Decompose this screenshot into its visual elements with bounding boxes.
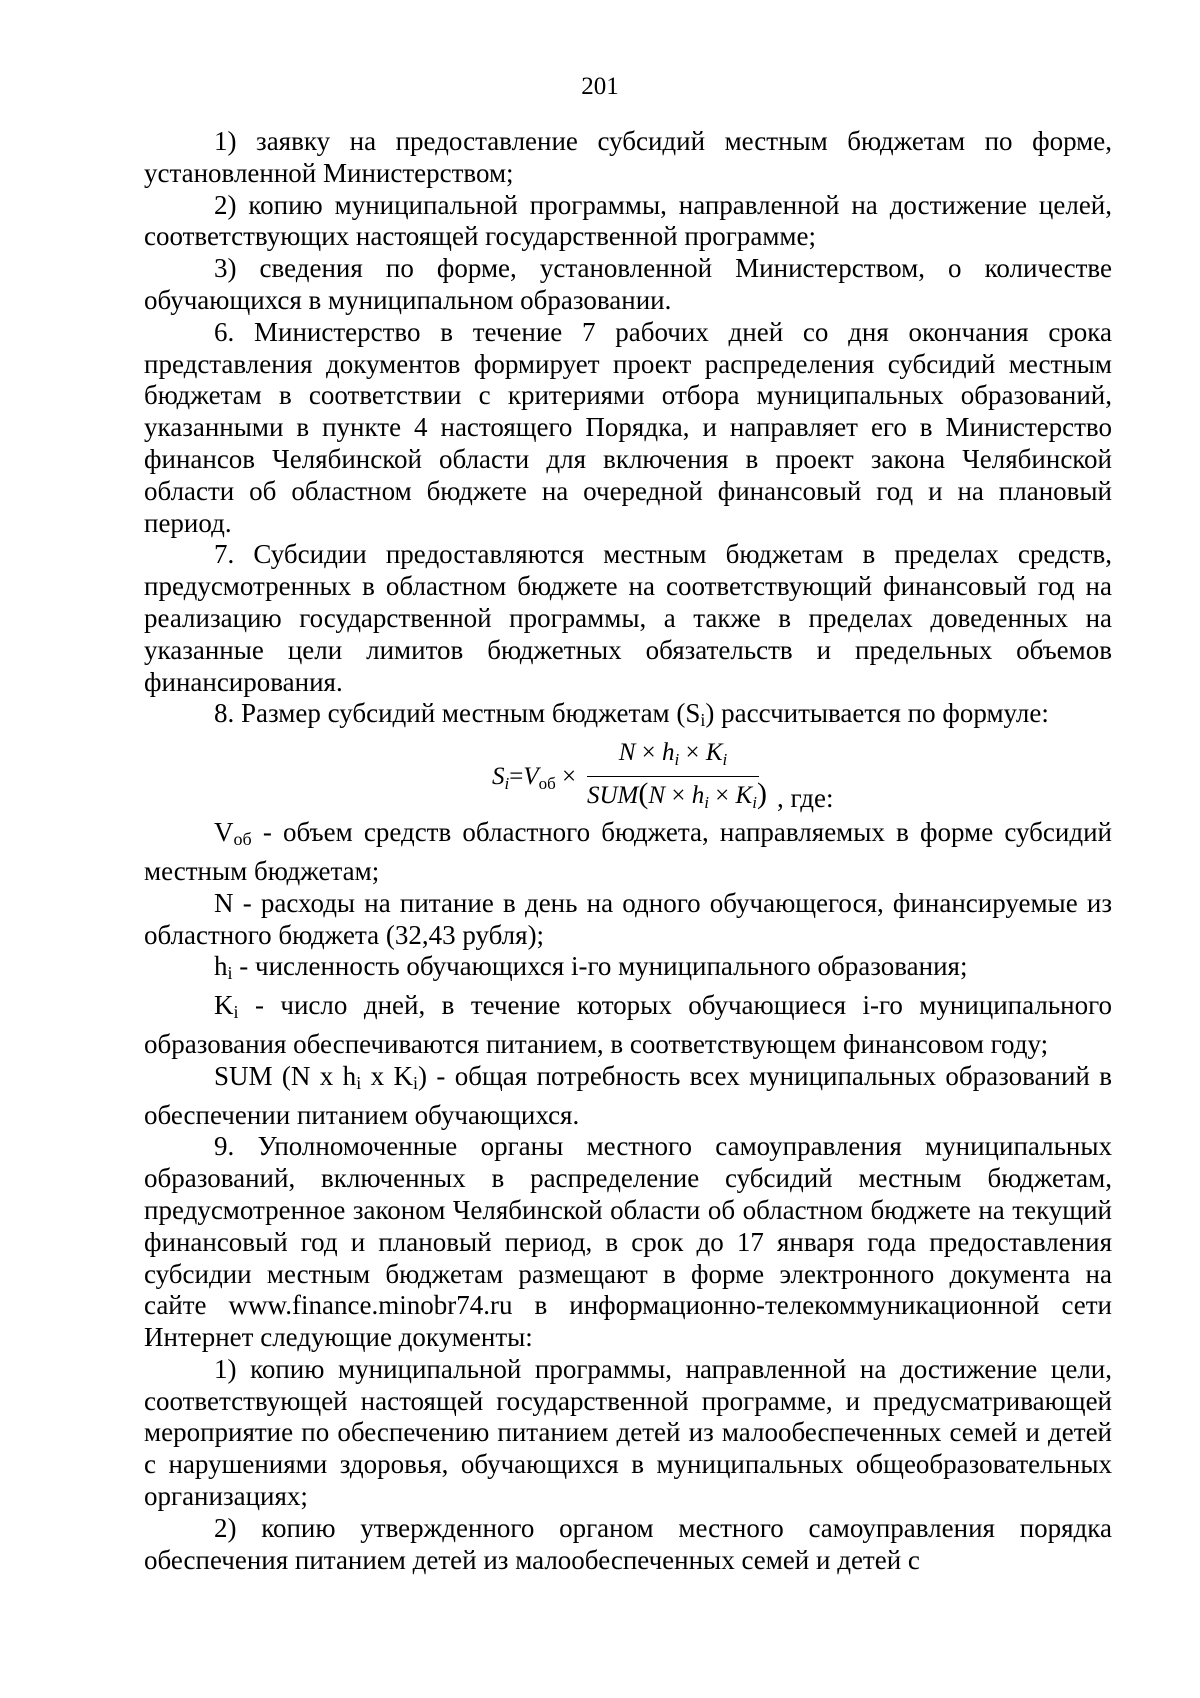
definition-sum bbox=[144, 1061, 1112, 1132]
paragraph-item-8 bbox=[144, 698, 1112, 737]
num-k: K bbox=[705, 739, 723, 767]
den-open-paren: ( bbox=[638, 777, 649, 811]
k-definition: - число дней, в течение которых обучающиеся i-го муниципального образования обеспечиваются питанием, в соответствующем финансовом году; bbox=[144, 990, 1112, 1059]
sum-subscript-1: i bbox=[356, 1072, 362, 1093]
paragraph-item-7: 7. Субсидии предоставляются местным бюджетам в пределах средств, предусмотренных в областном бюджете на соответствующий финансовый год на реализацию государственной программы, а также в пределах доведенных на указанные цели лимитов бюджетных обязательств и предельных объемов финансирования. bbox=[144, 539, 1112, 697]
item-8-text-start: 8. Размер субсидий местным бюджетам (S bbox=[214, 698, 701, 729]
k-symbol: K bbox=[214, 990, 234, 1021]
paragraph-program-copy: 2) копию муниципальной программы, направленной на достижение целей, соответствующих настоящей государственной программе; bbox=[144, 189, 1112, 252]
formula-block bbox=[144, 739, 1112, 817]
formula-v-sub: об bbox=[538, 774, 556, 794]
sum-subscript-2: i bbox=[413, 1072, 419, 1093]
item-8-text-end: ) рассчитывается по формуле: bbox=[705, 698, 1049, 729]
paragraph-application: 1) заявку на предоставление субсидий местным бюджетам по форме, установленной Министерством; bbox=[144, 126, 1112, 188]
formula-numerator bbox=[587, 739, 759, 774]
num-h-sub: i bbox=[674, 750, 680, 770]
den-n: N bbox=[648, 782, 666, 810]
paragraph-item-9: 9. Уполномоченные органы местного самоуправления муниципальных образований, включенных в распределение субсидий местным бюджетам, предусмотренное законом Челябинской области об областном бюджете на текущий финансовый год и плановый период, в срок до 17 января года предоставления субсидии местным бюджетам размещают в форме электронного документа на сайте www.finance.minobr74.ru в информационно-телекоммуникационной сети Интернет следующие документы: bbox=[144, 1131, 1112, 1353]
formula-where: , где: bbox=[777, 783, 834, 814]
formula-s-sub: i bbox=[504, 774, 510, 794]
den-k: K bbox=[735, 782, 753, 810]
den-h-sub: i bbox=[704, 793, 709, 813]
definition-k bbox=[144, 990, 1112, 1061]
paragraph-item-6: 6. Министерство в течение 7 рабочих дней со дня окончания срока представления документов формирует проект распределения субсидий местным бюджетам в соответствии с критериями отбора муниципальных образований, указанными в пункте 4 настоящего Порядка, и направляет его в Министерство финансов Челябинской области для включения в проект закона Челябинской области об областном бюджете на очередной финансовый год и на плановый период. bbox=[144, 316, 1112, 538]
document-body bbox=[144, 126, 1112, 1576]
paragraph-program-copy-2: 1) копию муниципальной программы, направленной на достижение цели, соответствующей настоящей государственной программе, и предусматривающей мероприятие по обеспечению питанием детей из малообеспеченных семей и детей с нарушениями здоровья, обучающихся в муниципальных общеобразовательных организациях; bbox=[144, 1353, 1112, 1512]
formula-denominator bbox=[587, 777, 767, 818]
num-h: h bbox=[662, 739, 675, 767]
sum-part-b: x K bbox=[361, 1060, 413, 1091]
h-symbol: h bbox=[214, 951, 228, 982]
den-close-paren: ) bbox=[756, 777, 767, 811]
k-subscript: i bbox=[233, 1002, 239, 1023]
definition-n: N - расходы на питание в день на одного обучающегося, финансируемые из областного бюджета (32,43 рубля); bbox=[144, 887, 1112, 950]
formula-lhs bbox=[492, 761, 576, 800]
formula-equals: = bbox=[509, 763, 524, 791]
sum-part-a: SUM (N x h bbox=[214, 1060, 357, 1091]
den-h: h bbox=[691, 782, 705, 810]
formula-v: V bbox=[523, 763, 539, 791]
num-times-2: × bbox=[685, 739, 700, 767]
formula-fraction bbox=[587, 739, 767, 818]
formula-times: × bbox=[562, 763, 577, 791]
num-k-sub: i bbox=[722, 750, 728, 770]
v-definition: - объем средств областного бюджета, направляемых в форме субсидий местным бюджетам; bbox=[144, 817, 1112, 886]
definition-v bbox=[144, 817, 1112, 888]
den-k-sub: i bbox=[752, 793, 757, 813]
sum-definition: ) - общая потребность всех муниципальных образований в обеспечении питанием обучающихся. bbox=[144, 1060, 1112, 1130]
item-8-subscript: i bbox=[700, 710, 706, 731]
paragraph-order-copy: 2) копию утвержденного органом местного самоуправления порядка обеспечения питанием детей из малообеспеченных семей и детей с bbox=[144, 1512, 1112, 1575]
page-number: 201 bbox=[581, 73, 619, 100]
definition-h bbox=[144, 951, 1112, 990]
fraction-bar bbox=[587, 776, 759, 777]
v-subscript: об bbox=[233, 829, 252, 850]
paragraph-student-info: 3) сведения по форме, установленной Министерством, о количестве обучающихся в муниципальном образовании. bbox=[144, 253, 1112, 315]
den-times-2: × bbox=[715, 782, 730, 810]
h-subscript: i bbox=[227, 963, 233, 984]
den-sum: SUM bbox=[587, 782, 639, 810]
h-definition: - численность обучающихся i-го муниципального образования; bbox=[232, 951, 968, 982]
v-symbol: V bbox=[214, 817, 234, 848]
num-times-1: × bbox=[641, 739, 656, 767]
den-times-1: × bbox=[671, 782, 686, 810]
formula-s: S bbox=[492, 763, 505, 791]
num-n: N bbox=[618, 739, 636, 767]
